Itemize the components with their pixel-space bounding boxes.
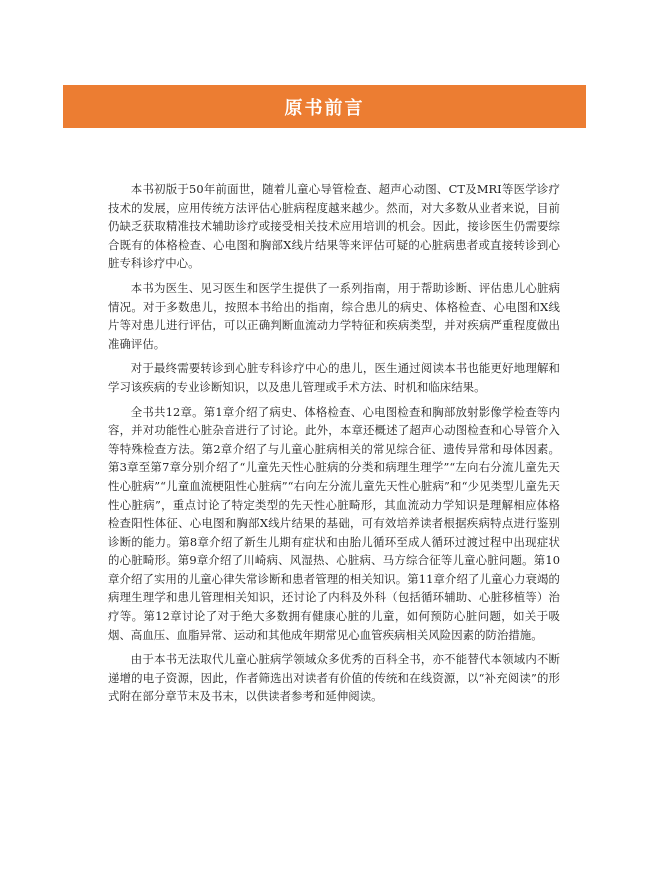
paragraph-3: 对于最终需要转诊到心脏专科诊疗中心的患儿，医生通过阅读本书也能更好地理解和学习该疾病的专业诊断知识，以及患儿管理或手术方法、时机和临床结果。	[108, 361, 560, 394]
paragraph-2: 本书为医生、见习医生和医学生提供了一系列指南，用于帮助诊断、评估患儿心脏病情况。对于多数患儿，按照本书给出的指南，综合患儿的病史、体格检查、心电图和X线片等对患儿进行评估，可以正确判断血流动力学特征和疾病类型，并对疾病严重程度做出准确评估。	[108, 280, 560, 351]
paragraph-4: 全书共12章。第1章介绍了病史、体格检查、心电图检查和胸部放射影像学检查等内容，并对功能性心脏杂音进行了讨论。此外，本章还概述了超声心动图检查和心导管介入等特殊检查方法。第2章介绍了与儿童心脏病相关的常见综合征、遗传异常和母体因素。第3章至第7章分别介绍了“儿童先天性心脏病的分类和病理生理学”“左向右分流儿童先天性心脏病”“儿童血流梗阻性心脏病”“右向左分流儿童先天性心脏病”和“少见类型儿童先天性心脏病”，重点讨论了特定类型的先天性心脏畸形，其血流动力学知识是理解相应体格检查阳性体征、心电图和胸部X线片结果的基础，可有效培养读者根据疾病特点进行鉴别诊断的能力。第8章介绍了新生儿期有症状和由胎儿循环至成人循环过渡过程中出现症状的心脏畸形。第9章介绍了川崎病、风湿热、心脏病、马方综合征等儿童心脏问题。第10章介绍了实用的儿童心律失常诊断和患者管理的相关知识。第11章介绍了儿童心力衰竭的病理生理学和患儿管理相关知识，还讨论了内科及外科（包括循环辅助、心脏移植等）治疗等。第12章讨论了对于绝大多数拥有健康心脏的儿童，如何预防心脏问题，如关于吸烟、高血压、血脂异常、运动和其他成年期常见心血管疾病相关风险因素的防治措施。	[108, 404, 560, 642]
paragraph-1: 本书初版于50年前面世，随着儿童心导管检查、超声心动图、CT及MRI等医学诊疗技术的发展，应用传统方法评估心脏病程度越来越少。然而，对大多数从业者来说，目前仍缺乏获取精准技术辅助诊疗或接受相关技术应用培训的机会。因此，接诊医生仍需要综合既有的体格检查、心电图和胸部X线片结果等来评估可疑的心脏病患者或直接转诊到心脏专科诊疗中心。	[108, 182, 560, 271]
chapter-header-bar	[63, 85, 586, 128]
preface-body	[108, 180, 560, 712]
page-title: 原书前言	[284, 97, 365, 119]
paragraph-5: 由于本书无法取代儿童心脏病学领域众多优秀的百科全书，亦不能替代本领域内不断递增的电子资源，因此，作者筛选出对读者有价值的传统和在线资源，以“补充阅读”的形式附在部分章节末及书末，以供读者参考和延伸阅读。	[108, 652, 560, 704]
